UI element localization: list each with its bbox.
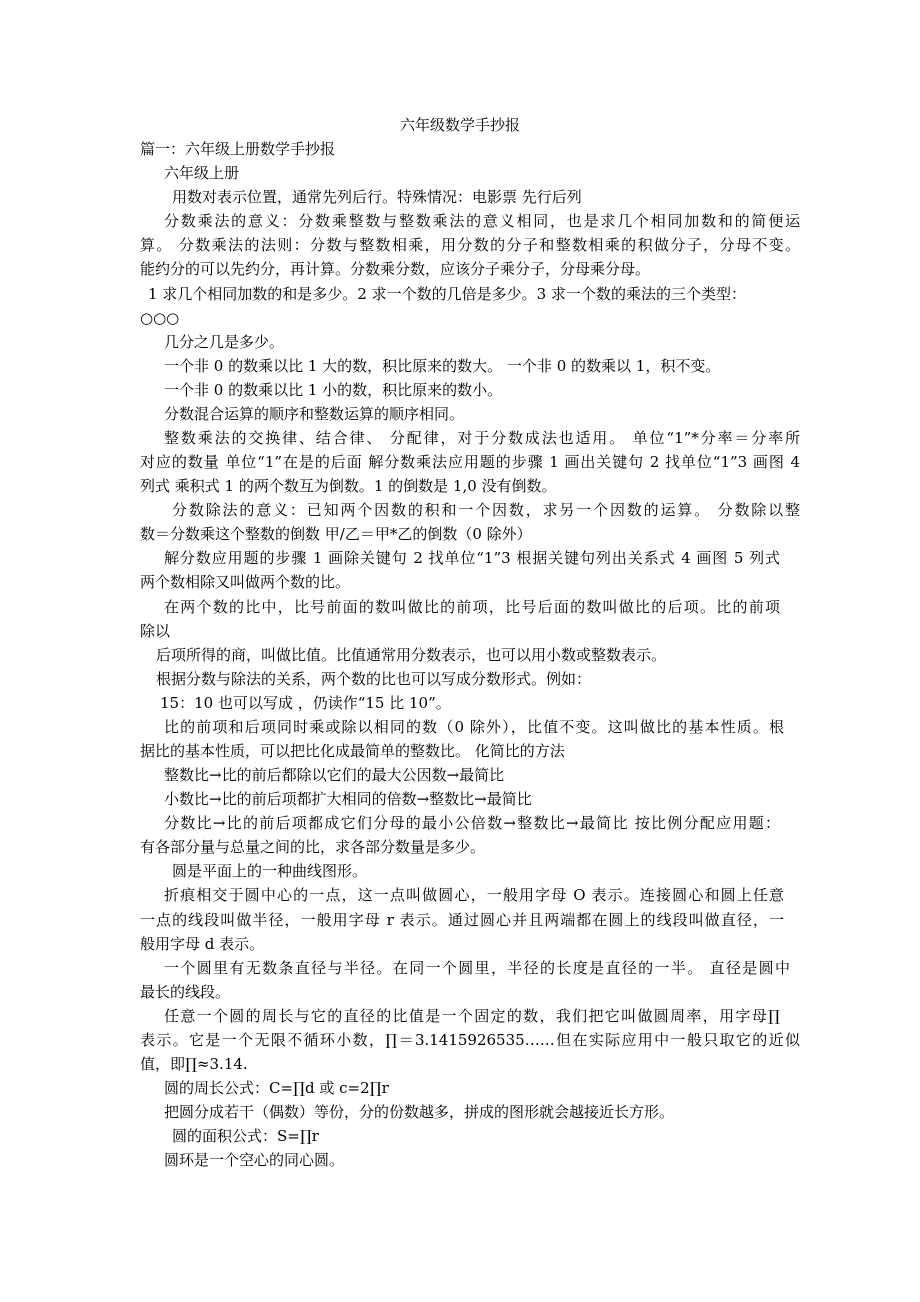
text-line: 整数比→比的前后都除以它们的最大公因数→最简比 (164, 766, 505, 784)
text-line: 数＝分数乘这个整数的倒数 甲/乙＝甲*乙的倒数（0 除外） (140, 525, 532, 543)
text-line: 六年级上册 (164, 164, 240, 182)
text-line: 几分之几是多少。 (164, 333, 285, 351)
text-line: 般用字母 d 表示。 (140, 935, 265, 953)
text-line: 根据分数与除法的关系，两个数的比也可以写成分数形式。例如： (156, 670, 592, 688)
text-line: 折痕相交于圆中心的一点，这一点叫做圆心，一般用字母 O 表示。连接圆心和圆上任意 (164, 886, 784, 904)
text-line: 除以 (140, 622, 171, 640)
text-line: 值，即∏≈3.14. (140, 1055, 248, 1073)
document-title: 六年级数学手抄报 (399, 116, 520, 134)
text-line: 一个圆里有无数条直径与半径。在同一个圆里，半径的长度是直径的一半。 直径是圆中 (164, 959, 790, 977)
text-line: 分数混合运算的顺序和整数运算的顺序相同。 (164, 405, 465, 423)
text-line: 比的前项和后项同时乘或除以相同的数（0 除外），比值不变。这叫做比的基本性质。根 (164, 718, 784, 736)
text-line: 两个数相除又叫做两个数的比。 (140, 573, 351, 591)
text-line: 列式 乘积式 1 的两个数互为倒数。1 的倒数是 1,0 没有倒数。 (140, 477, 557, 495)
text-line: 用数对表示位置，通常先列后行。特殊情况：电影票 先行后列 (172, 188, 582, 206)
text-line: 15：10 也可以写成 ，仍读作“15 比 10”。 (160, 694, 451, 712)
text-line: ○○○ (140, 309, 180, 327)
text-line: 一个非 0 的数乘以比 1 大的数，积比原来的数大。 一个非 0 的数乘以 1，积不变。 (164, 357, 721, 375)
text-line: 解分数应用题的步骤 1 画除关键句 2 找单位“1”3 根据关键句列出关系式 4 画图 5 列式 (164, 549, 780, 567)
text-line: 一点的线段叫做半径，一般用字母 r 表示。通过圆心并且两端都在圆上的线段叫做直径，一 (140, 911, 784, 929)
text-line: 分数除法的意义：已知两个因数的积和一个因数，求另一个因数的运算。 分数除以整 (172, 501, 800, 519)
text-line: 在两个数的比中，比号前面的数叫做比的前项，比号后面的数叫做比的后项。比的前项 (164, 598, 780, 616)
text-line: 表示。它是一个无限不循环小数，∏＝3.1415926535……但在实际应用中一般只取它的近似 (140, 1031, 800, 1049)
text-line: 把圆分成若干（偶数）等份，分的份数越多，拼成的图形就会越接近长方形。 (164, 1103, 675, 1121)
text-line: 有各部分量与总量之间的比，求各部分数量是多少。 (140, 838, 486, 856)
text-line: 分数比→比的前后项都成它们分母的最小公倍数→整数比→最简比 按比例分配应用题： (164, 814, 780, 832)
section-heading: 篇一：六年级上册数学手抄报 (140, 140, 336, 158)
text-line: 一个非 0 的数乘以比 1 小的数，积比原来的数小。 (164, 381, 503, 399)
text-line: 对应的数量 单位“1”在是的后面 解分数乘法应用题的步骤 1 画出关键句 2 找单位“1”3 画图 4 (140, 453, 800, 471)
text-line: 整数乘法的交换律、结合律、 分配律，对于分数成法也适用。 单位“1”*分率＝分率所 (164, 429, 800, 447)
text-line: 算。 分数乘法的法则：分数与整数相乘，用分数的分子和整数相乘的积做分子，分母不变。 (140, 236, 800, 254)
text-line: 圆环是一个空心的同心圆。 (164, 1151, 345, 1169)
text-line: 小数比→比的前后项都扩大相同的倍数→整数比→最简比 (164, 790, 532, 808)
text-line: 后项所得的商，叫做比值。比值通常用分数表示，也可以用小数或整数表示。 (156, 646, 667, 664)
text-line: 最长的线段。 (140, 983, 231, 1001)
text-line: 任意一个圆的周长与它的直径的比值是一个固定的数，我们把它叫做圆周率，用字母∏ (164, 1007, 780, 1025)
text-line: 圆的面积公式：S=∏r (172, 1127, 319, 1145)
text-line: 能约分的可以先约分，再计算。分数乘分数，应该分子乘分子，分母乘分母。 (140, 260, 651, 278)
text-line: 1 求几个相同加数的和是多少。2 求一个数的几倍是多少。3 求一个数的乘法的三个类型： (148, 285, 746, 303)
text-line: 据比的基本性质，可以把比化成最简单的整数比。 化简比的方法 (140, 742, 565, 760)
text-line: 圆是平面上的一种曲线图形。 (172, 862, 368, 880)
text-line: 分数乘法的意义：分数乘整数与整数乘法的意义相同，也是求几个相同加数和的简便运 (164, 212, 800, 230)
text-line: 圆的周长公式：C=∏d 或 c=2∏r (164, 1079, 389, 1097)
